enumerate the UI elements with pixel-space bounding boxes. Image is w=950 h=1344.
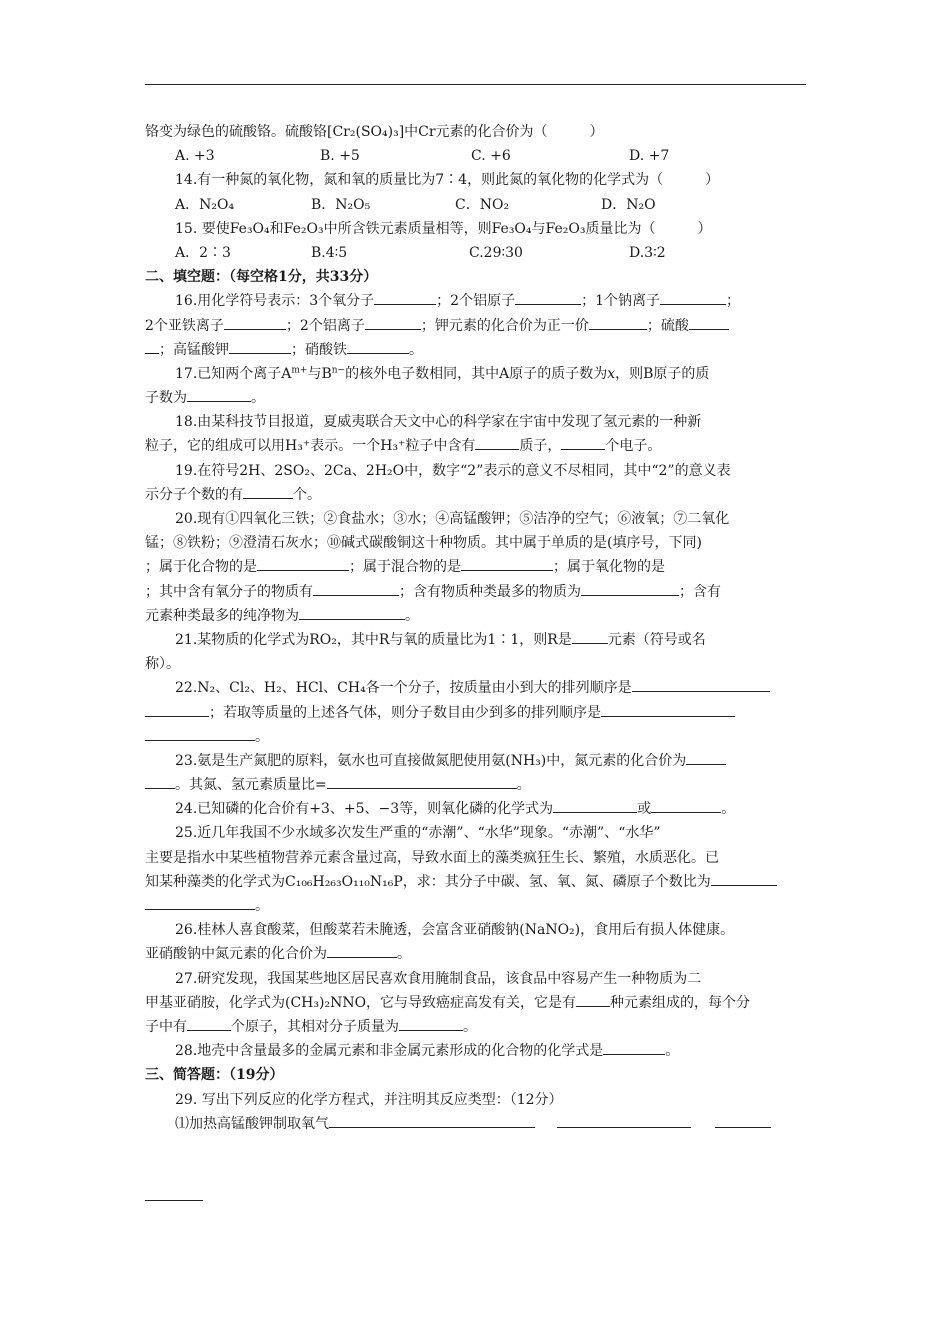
q20-line-3: ；属于化合物的是 ；属于混合物的是 ；属于氧化物的是 (145, 555, 810, 579)
q18-line-1: 18.由某科技节目报道，夏威夷联合天文中心的科学家在宇宙中发现了氢元素的一种新 (175, 414, 702, 431)
q13-options (145, 144, 810, 168)
q22-line-2: ；若取等质量的上述各气体，则分子数目由少到多的排列顺序是 (145, 701, 810, 725)
answer-blank[interactable] (299, 604, 405, 620)
section-3-heading: 三、简答题：（19分） (145, 1067, 284, 1084)
q22-line-3: 。 (145, 725, 810, 749)
q26-line-2: 亚硝酸钠中氮元素的化合价为 。 (145, 942, 810, 966)
q29-1-line: ⑴加热高锰酸钾制取氧气 (145, 1112, 810, 1136)
q27-line-1: 27.研究发现，我国某些地区居民喜欢食用腌制食品，该食品中容易产生一种物质为二 (175, 970, 702, 987)
q16-line-1: 16.用化学符号表示：3个氧分子 ；2个铝原子 ；1个钠离子 ； (145, 289, 810, 313)
q20-line-2: 锰；⑧铁粉；⑨澄清石灰水；⑩碱式碳酸铜这十种物质。其中属于单质的是(填序号，下同) (145, 535, 702, 552)
answer-blank[interactable] (553, 797, 637, 813)
answer-blank[interactable] (145, 701, 209, 717)
answer-blank[interactable] (145, 894, 255, 910)
q25-line-1: 25.近几年我国不少水域多次发生严重的“赤潮”、“水华”现象。“赤潮”、“水华” (175, 825, 661, 842)
q28-line: 28.地壳中含量最多的金属元素和非金属元素形成的化合物的化学式是 。 (145, 1039, 810, 1063)
q14-stem: 14.有一种氮的氧化物，氮和氧的质量比为7∶4，则此氮的氧化物的化学式为（ ） (175, 172, 720, 189)
answer-blank[interactable] (243, 483, 293, 499)
q13-option-d: D. +7 (629, 148, 670, 165)
q17-line-2: 子数为 。 (145, 386, 810, 410)
q15-stem: 15. 要使Fe₃O₄和Fe₂O₃中所含铁元素质量相等，则Fe₃O₄与Fe₂O₃质量比为（ ） (175, 220, 712, 237)
answer-blank[interactable] (313, 580, 399, 596)
answer-blank[interactable] (601, 701, 735, 717)
answer-blank[interactable] (257, 555, 349, 571)
answer-blank[interactable] (327, 773, 517, 789)
q21-line-1: 21.某物质的化学式为RO₂，其中R与氧的质量比为1∶1，则R是 元素（符号或名 (145, 628, 810, 652)
q16-line-2: 2个亚铁离子 ；2个铝离子 ；钾元素的化合价为正一价 ；硫酸 (145, 314, 810, 338)
q25-line-4: 。 (145, 894, 810, 918)
q20-line-4: ；其中含有氧分子的物质有 ；含有物质种类最多的物质为 ；含有 (145, 580, 810, 604)
answer-blank[interactable] (576, 991, 610, 1007)
answer-blank[interactable] (229, 338, 291, 354)
answer-blank[interactable] (572, 628, 608, 644)
answer-blank[interactable] (399, 1015, 463, 1031)
q14-option-b: B．N₂O₅ (311, 196, 371, 213)
answer-blank[interactable] (224, 314, 286, 330)
q13-continuation: 铬变为绿色的硫酸铬。硫酸铬[Cr₂(SO₄)₃]中Cr元素的化合价为（ ） (145, 124, 604, 140)
section-2-heading: 二、填空题：（每空格1分，共33分） (145, 269, 378, 286)
answer-blank[interactable] (365, 314, 421, 330)
answer-blank[interactable] (329, 1112, 535, 1128)
q19-line-2: 示分子个数的有 个。 (145, 483, 810, 507)
q26-line-1: 26.桂林人喜食酸菜，但酸菜若未腌透，会富含亚硝酸钠(NaNO₂)，食用后有损人体健康。 (175, 922, 735, 939)
q15-option-d: D.3∶2 (629, 244, 666, 261)
q17-line-1: 17.已知两个离子$A^{m+}$与$B^{n-}$的核外电子数相同，其中A原子的质子数为x，则B原子的质 (175, 365, 710, 382)
answer-blank[interactable] (603, 1039, 665, 1055)
answer-blank[interactable] (711, 870, 777, 886)
q14-option-c: C．NO₂ (455, 196, 510, 213)
q19-line-1: 19.在符号2H、2SO₂、2Ca、2H₂O中，数字“2”表示的意义不尽相同，其中“2”的意义表 (175, 462, 731, 479)
answer-blank[interactable] (374, 289, 436, 305)
q25-line-2: 主要是指水中某些植物营养元素含量过高，导致水面上的藻类疯狂生长、繁殖，水质恶化。已 (145, 849, 719, 866)
answer-blank[interactable] (715, 1112, 771, 1128)
answer-blank[interactable] (515, 289, 581, 305)
q20-line-5: 元素种类最多的纯净物为 。 (145, 604, 810, 628)
answer-blank[interactable] (589, 314, 647, 330)
q27-line-2: 甲基亚硝胺，化学式为(CH₃)₂NNO，它与导致癌症高发有关，它是有 种元素组成的，每个分 (145, 991, 810, 1015)
answer-blank[interactable] (686, 749, 726, 765)
q13-option-c: C. +6 (471, 148, 511, 165)
answer-blank[interactable] (561, 434, 605, 450)
answer-blank[interactable] (461, 555, 553, 571)
answer-blank[interactable] (651, 797, 721, 813)
exam-content (145, 120, 810, 1136)
q14-option-d: D．N₂O (601, 196, 656, 213)
q23-line-1: 23.氨是生产氮肥的原料，氨水也可直接做氮肥使用氨(NH₃)中，氮元素的化合价为 (145, 749, 810, 773)
answer-blank[interactable] (557, 1112, 691, 1128)
answer-blank[interactable] (475, 434, 519, 450)
answer-blank[interactable] (327, 942, 397, 958)
q15-option-b: B.4∶5 (311, 244, 348, 261)
q29-stem: 29. 写出下列反应的化学方程式，并注明其反应类型：（12分） (175, 1091, 563, 1108)
answer-blank[interactable] (660, 289, 726, 305)
answer-blank[interactable] (145, 338, 159, 354)
q15-option-a: A．2∶3 (175, 244, 231, 261)
q27-line-3: 子中有 个原子，其相对分子质量为 。 (145, 1015, 810, 1039)
q22-line-1: 22.N₂、Cl₂、H₂、HCl、CH₄各一个分子，按质量由小到大的排列顺序是 (145, 676, 810, 700)
answer-blank[interactable] (689, 314, 729, 330)
q15-options (145, 241, 810, 265)
answer-blank[interactable] (187, 386, 251, 402)
q14-options (145, 193, 810, 217)
header-rule (145, 84, 806, 85)
answer-blank[interactable] (347, 338, 409, 354)
q25-line-3: 知某种藻类的化学式为C₁₀₆H₂₆₃O₁₁₀N₁₆P，求：其分子中碳、氢、氧、氮、磷原子个数比为 (145, 870, 810, 894)
q24-line: 24.已知磷的化合价有+3、+5、−3等，则氧化磷的化学式为 或 。 (145, 797, 810, 821)
q23-line-2: 。其氮、氢元素质量比= 。 (145, 773, 810, 797)
continuation-blank-line[interactable] (145, 1200, 203, 1201)
q13-option-b: B. +5 (320, 148, 360, 165)
q14-option-a: A．N₂O₄ (175, 196, 235, 213)
q15-option-c: C.29∶30 (469, 244, 523, 261)
q20-line-1: 20.现有①四氧化三铁；②食盐水；③水；④高锰酸钾；⑤洁净的空气；⑥液氧；⑦二氧化 (175, 511, 730, 527)
q13-option-a: A. +3 (175, 148, 215, 165)
q16-line-3: ；高锰酸钾 ；硝酸铁 。 (145, 338, 810, 362)
answer-blank[interactable] (145, 773, 175, 789)
answer-blank[interactable] (581, 580, 679, 596)
answer-blank[interactable] (145, 725, 255, 741)
q18-line-2: 粒子，它的组成可以用H₃⁺表示。一个H₃⁺粒子中含有 质子， 个电子。 (145, 434, 810, 458)
answer-blank[interactable] (632, 676, 770, 692)
answer-blank[interactable] (187, 1015, 231, 1031)
q21-line-2: 称）。 (145, 656, 180, 673)
